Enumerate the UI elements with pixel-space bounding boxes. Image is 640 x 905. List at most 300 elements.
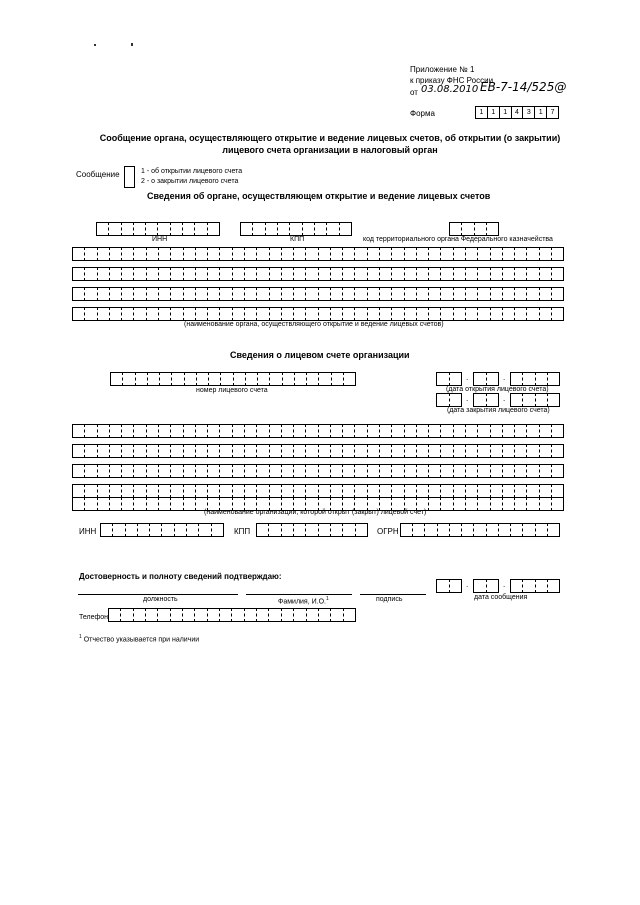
cell [404, 444, 416, 458]
cell [244, 287, 256, 301]
cell [367, 444, 379, 458]
cell [465, 424, 477, 438]
territorial-code-label: код территориального органа Федерального казначейства [363, 236, 553, 243]
cell [84, 464, 96, 478]
cell [145, 608, 157, 622]
signature-line[interactable] [360, 594, 426, 595]
cell [293, 444, 305, 458]
cell [502, 267, 514, 281]
cell [72, 307, 84, 321]
cell [526, 464, 538, 478]
cell [244, 307, 256, 321]
cell [465, 464, 477, 478]
cell [354, 464, 366, 478]
cell [84, 247, 96, 261]
open-date-month[interactable] [473, 372, 499, 386]
cell [551, 444, 564, 458]
cell [97, 267, 109, 281]
cell [293, 307, 305, 321]
cell [379, 307, 391, 321]
cell [330, 523, 342, 537]
cell [269, 424, 281, 438]
cell [72, 267, 84, 281]
date-sep: . [466, 373, 469, 382]
cell [526, 267, 538, 281]
cell [318, 523, 330, 537]
cell [551, 247, 564, 261]
cell [207, 287, 219, 301]
open-date-day[interactable] [436, 372, 462, 386]
cell [195, 307, 207, 321]
cell [453, 444, 465, 458]
cell [219, 484, 231, 498]
cell [477, 287, 489, 301]
cell [416, 307, 428, 321]
cell [404, 424, 416, 438]
cell [436, 579, 449, 593]
cell [170, 247, 182, 261]
cell [354, 287, 366, 301]
cell [342, 424, 354, 438]
cell [72, 444, 84, 458]
cell [170, 222, 182, 236]
cell [330, 444, 342, 458]
body-inn-label: ИНН [152, 236, 168, 243]
org-name-row-2[interactable] [72, 444, 564, 458]
cell [84, 424, 96, 438]
cell [84, 444, 96, 458]
cell [436, 393, 449, 407]
cell [416, 464, 428, 478]
cell [354, 247, 366, 261]
cell [510, 393, 522, 407]
cell [453, 484, 465, 498]
cell [293, 267, 305, 281]
cell [198, 523, 210, 537]
body-name-caption: (наименование органа, осуществляющего открытие и ведение лицевых счетов) [184, 321, 444, 328]
cell [343, 372, 356, 386]
cell [195, 484, 207, 498]
cell [490, 247, 502, 261]
cell [367, 424, 379, 438]
cell [514, 287, 526, 301]
cell [146, 497, 158, 511]
account-number-caption: номер лицевого счета [196, 387, 268, 394]
org-kpp-field[interactable] [256, 523, 368, 537]
cell [120, 608, 132, 622]
cell [133, 307, 145, 321]
cell [256, 424, 268, 438]
body-name-row-3[interactable] [72, 287, 564, 301]
cell [440, 464, 452, 478]
cell [232, 444, 244, 458]
cell [526, 484, 538, 498]
message-date-month[interactable] [473, 579, 499, 593]
cell [379, 484, 391, 498]
org-ogrn-field[interactable] [400, 523, 560, 537]
cell [342, 523, 354, 537]
cell [465, 484, 477, 498]
cell [97, 497, 109, 511]
cell [424, 523, 436, 537]
date-sep: . [503, 394, 506, 403]
cell [428, 444, 440, 458]
title-line-1: Сообщение органа, осуществляющего открытие и ведение лицевых счетов, об открытии (о закрытии) [99, 133, 561, 143]
cell [146, 307, 158, 321]
cell [231, 608, 243, 622]
cell [342, 484, 354, 498]
cell [121, 464, 133, 478]
body-name-row-1[interactable] [72, 247, 564, 261]
cell [440, 247, 452, 261]
cell [449, 222, 461, 236]
cell [293, 424, 305, 438]
form-label: Форма [410, 109, 435, 118]
cell [170, 464, 182, 478]
cell [232, 307, 244, 321]
org-inn-label: ИНН [79, 527, 97, 536]
cell [453, 247, 465, 261]
cell [211, 523, 224, 537]
body-kpp-field[interactable] [240, 222, 352, 236]
cell [330, 247, 342, 261]
cell [539, 287, 551, 301]
phone-field[interactable] [108, 608, 356, 622]
cell [161, 523, 173, 537]
cell [232, 287, 244, 301]
cell [416, 484, 428, 498]
title-line-2: лицевого счета организации в налоговый орган [222, 145, 438, 155]
org-name-row-1[interactable] [72, 424, 564, 438]
cell [391, 247, 403, 261]
cell [244, 444, 256, 458]
cell [498, 523, 510, 537]
close-date-month[interactable] [473, 393, 499, 407]
cell [125, 523, 137, 537]
cell [121, 444, 133, 458]
cell [526, 287, 538, 301]
cell [196, 372, 208, 386]
cell [158, 307, 170, 321]
cell [219, 608, 231, 622]
cell [269, 247, 281, 261]
confirm-statement: Достоверность и полноту сведений подтверждаю: [79, 572, 282, 581]
cell [146, 424, 158, 438]
cell [133, 287, 145, 301]
cell [391, 424, 403, 438]
cell [133, 484, 145, 498]
cell [404, 267, 416, 281]
cell [391, 484, 403, 498]
cell [486, 372, 500, 386]
cell [109, 444, 121, 458]
cell [465, 444, 477, 458]
cell [404, 464, 416, 478]
message-date-day[interactable] [436, 579, 462, 593]
position-line[interactable] [78, 594, 238, 595]
cell [145, 222, 157, 236]
body-name-row-4[interactable] [72, 307, 564, 321]
cell [110, 372, 122, 386]
cell [269, 287, 281, 301]
cell [257, 372, 269, 386]
territorial-code-field[interactable] [449, 222, 499, 236]
cell [170, 307, 182, 321]
cell [367, 287, 379, 301]
cell [318, 464, 330, 478]
cell [314, 222, 326, 236]
form-code-digit: 7 [546, 106, 559, 119]
cell [252, 222, 264, 236]
cell [318, 484, 330, 498]
cell [183, 497, 195, 511]
cell [147, 372, 159, 386]
cell [551, 424, 564, 438]
cell [244, 608, 256, 622]
cell [256, 247, 268, 261]
cell [473, 523, 485, 537]
cell [477, 484, 489, 498]
cell [281, 287, 293, 301]
cell [281, 608, 293, 622]
cell [416, 247, 428, 261]
cell [318, 287, 330, 301]
cell [100, 523, 112, 537]
cell [486, 579, 500, 593]
cell [157, 222, 169, 236]
close-date-year[interactable] [510, 393, 560, 407]
close-date-day[interactable] [436, 393, 462, 407]
org-kpp-label: КПП [234, 527, 251, 536]
cell [232, 464, 244, 478]
cell [158, 484, 170, 498]
cell [477, 307, 489, 321]
cell [440, 307, 452, 321]
cell [539, 247, 551, 261]
cell [391, 287, 403, 301]
cell [318, 608, 330, 622]
cell [256, 523, 268, 537]
cell [539, 444, 551, 458]
cell [379, 424, 391, 438]
cell [412, 523, 424, 537]
cell [440, 444, 452, 458]
cell [293, 464, 305, 478]
cell [72, 247, 84, 261]
cell [72, 497, 84, 511]
cell [318, 247, 330, 261]
cell [547, 393, 560, 407]
cell [133, 267, 145, 281]
position-caption: должность [143, 596, 178, 603]
cell [170, 267, 182, 281]
account-number-field[interactable] [110, 372, 356, 386]
cell [461, 222, 473, 236]
cell [195, 287, 207, 301]
cell [97, 287, 109, 301]
cell [522, 393, 534, 407]
cell [207, 444, 219, 458]
cell [108, 222, 120, 236]
cell [269, 444, 281, 458]
fio-line[interactable] [246, 594, 352, 595]
form-code-digit: 3 [522, 106, 534, 119]
cell [404, 484, 416, 498]
cell [184, 372, 196, 386]
cell [146, 444, 158, 458]
cell [244, 424, 256, 438]
cell [440, 484, 452, 498]
open-date-year[interactable] [510, 372, 560, 386]
cell [195, 464, 207, 478]
cell [449, 523, 461, 537]
org-name-row-4[interactable] [72, 484, 564, 498]
form-code [475, 106, 559, 119]
org-inn-field[interactable] [100, 523, 224, 537]
cell [208, 372, 220, 386]
cell [547, 579, 560, 593]
cell [121, 267, 133, 281]
cell [486, 523, 498, 537]
form-code-digit: 1 [499, 106, 511, 119]
cell [269, 484, 281, 498]
cell [183, 484, 195, 498]
cell [183, 247, 195, 261]
body-inn-field[interactable] [96, 222, 220, 236]
form-code-digit: 4 [511, 106, 523, 119]
cell [96, 222, 108, 236]
cell [404, 307, 416, 321]
cell [367, 247, 379, 261]
cell [133, 222, 145, 236]
cell [183, 444, 195, 458]
form-code-digit: 1 [475, 106, 487, 119]
cell [133, 497, 145, 511]
cell [240, 222, 252, 236]
cell [367, 464, 379, 478]
cell [416, 424, 428, 438]
cell [97, 464, 109, 478]
cell [245, 372, 257, 386]
cell [195, 444, 207, 458]
cell [109, 267, 121, 281]
cell [437, 523, 449, 537]
message-type-field[interactable] [124, 166, 135, 188]
cell [219, 247, 231, 261]
body-name-row-2[interactable] [72, 267, 564, 281]
cell [158, 464, 170, 478]
cell [293, 608, 305, 622]
cell [158, 444, 170, 458]
cell [474, 222, 486, 236]
cell [207, 608, 219, 622]
cell [502, 307, 514, 321]
cell [514, 307, 526, 321]
cell [146, 484, 158, 498]
cell [355, 523, 368, 537]
cell [416, 444, 428, 458]
cell [146, 287, 158, 301]
cell [547, 523, 560, 537]
cell [551, 307, 564, 321]
cell [256, 444, 268, 458]
cell [244, 464, 256, 478]
cell [465, 497, 477, 511]
cell [170, 497, 182, 511]
form-code-digit: 1 [534, 106, 546, 119]
message-date-year[interactable] [510, 579, 560, 593]
date-sep: . [503, 373, 506, 382]
cell [318, 267, 330, 281]
cell [170, 287, 182, 301]
cell [121, 497, 133, 511]
cell [330, 484, 342, 498]
cell [428, 247, 440, 261]
cell [293, 523, 305, 537]
cell [170, 484, 182, 498]
close-date-caption: (дата закрытия лицевого счета) [447, 407, 550, 414]
cell [121, 307, 133, 321]
cell [473, 579, 486, 593]
cell [514, 484, 526, 498]
cell [108, 608, 120, 622]
cell [244, 247, 256, 261]
cell [339, 222, 352, 236]
cell [256, 307, 268, 321]
order-date-handwritten: 03.08.2010 [421, 84, 479, 95]
cell [170, 444, 182, 458]
footnote-mark: 1 [79, 634, 82, 640]
cell [133, 247, 145, 261]
cell [97, 484, 109, 498]
cell [232, 424, 244, 438]
cell [551, 267, 564, 281]
cell [256, 287, 268, 301]
cell [207, 247, 219, 261]
cell [465, 287, 477, 301]
cell [97, 444, 109, 458]
form-code-digit: 1 [487, 106, 499, 119]
cell [379, 267, 391, 281]
cell [207, 484, 219, 498]
cell [404, 287, 416, 301]
cell [331, 372, 343, 386]
cell [330, 464, 342, 478]
cell [293, 247, 305, 261]
order-date-prefix: от [410, 88, 418, 97]
cell [342, 247, 354, 261]
cell [121, 247, 133, 261]
cell [318, 307, 330, 321]
cell [219, 287, 231, 301]
signature-caption: подпись [376, 596, 403, 603]
org-name-row-3[interactable] [72, 464, 564, 478]
cell [135, 372, 147, 386]
cell [171, 372, 183, 386]
cell [449, 579, 463, 593]
date-sep: . [503, 580, 506, 589]
cell [440, 497, 452, 511]
cell [219, 424, 231, 438]
cell [305, 287, 317, 301]
cell [207, 464, 219, 478]
cell [232, 247, 244, 261]
cell [232, 484, 244, 498]
cell [195, 267, 207, 281]
cell [502, 247, 514, 261]
cell [535, 372, 547, 386]
cell [404, 247, 416, 261]
